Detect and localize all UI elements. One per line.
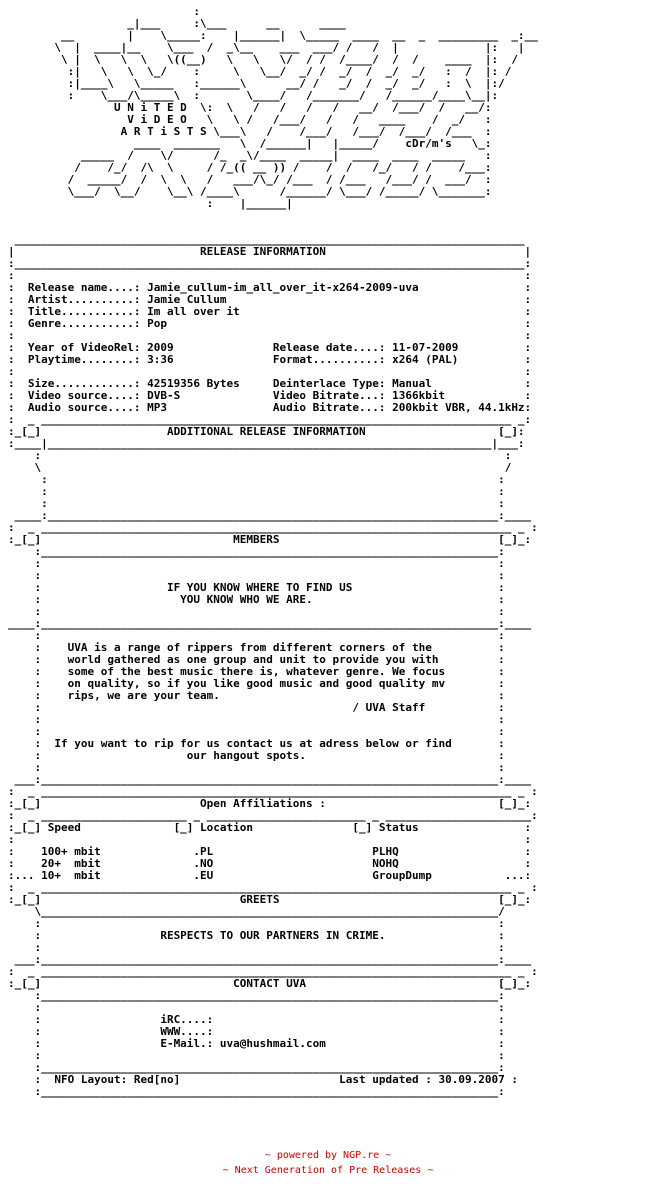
nfo-ascii-art: : _|___ :\___ __ ____ __ | \_____: |______| \_____ ____ __ _ _________ _:__ \ | ____|__ \___ / _\__ ___ ___/ / / | |: | \ | \ \ \ \((__) \ \ \/ / / /____/ / / ____ |: / :| \ \ \_/ : \ \__/ _/ / _/ / _/ _/ : / |: / :|____\ \_____ :______\ __/ / _/ / _/ _/ : \ |:/ : \___/\_____\ : \____/ /_______/ /______/____\__|: U N i T E D \: \ / / / / __/ /___/ / __/: V i D E O \ \ / /___/ / / ____ / _/ : A R T i S T S \___\ / /___/ /___/ /___/ /___ : ____ _______ \ /______| |_____/ cDr/m's \_: _____ / \/ /_ _\/____ _____| ____ ____ _____ : / /_/ /\ \ / /_(( __ )) / / / /_/ / / /___: / _____/ / \ \ / ___/\_/ /___ / /___ /___/ / ___/ : \___/ \__/ \__\ /____\ /______/ \___/ /_____/ \_______: : |______| _____________________________________________________________________________ | RELEASE INFORMATION | :_____________________________________________________________________________: : : : Release name....: Jamie_cullum-im_all_over_it-x264-2009-uva : : Artist..........: Jamie Cullum : : Title...........: Im all over it : : Genre...........: Pop : : : : Year of VideoRel: 2009 Release date....: 11-07-2009 : : Playtime........: 3:36 Format..........: x264 (PAL) : : : : Size............: 42519356 Bytes Deinterlace Type: Manual : : Video source....: DVB-S Video Bitrate...: 1366kbit : : Audio source....: MP3 Audio Bitrate...: 200kbit VBR, 44.1kHz: : _ _______________________________________________________________________ _: :_[_] ADDITIONAL RELEASE INFORMATION [_]: :____|___________________________________________________________________|___: : : \ / : : : : : : ____:____________________________________________________________________:____ : _ _______________________________________________________________________ _ : :_[_] MEMBERS [_]_: :_____________________________________________________________________: : : : : : IF YOU KNOW WHERE TO FIND US : : YOU KNOW WHO WE ARE. : : : ____:_____________________________________________________________________:____ : : : UVA is a range of rippers from different corners of the : : world gathered as one group and unit to provide you with : : some of the best music there is, whatever genre. We focus : : on quality, so if you like good music and good quality mv : : rips, we are your team. : : / UVA Staff : : : : : : If you want to rip for us contact us at adress below or find : : our hangout spots. : : : ___:_____________________________________________________________________:____ : _ _______________________________________________________________________ _ : :_[_] Open Affiliations : [_]_: : _ ______________________ _ ________________________ _ ______________________: :_[_] Speed [_] Location [_] Status : : : : 100+ mbit .PL PLHQ : : 20+ mbit .NO NOHQ : :... 10+ mbit .EU GroupDump ...: : _ _______________________________________________________________________ _ : :_[_] GREETS [_]_: \_____________________________________________________________________/ : : : RESPECTS TO OUR PARTNERS IN CRIME. : : : ___:_____________________________________________________________________:____ : _ _______________________________________________________________________ _ : :_[_] CONTACT UVA [_]_: :_____________________________________________________________________: : : : iRC....: : : WWW....: : : E-Mail.: uva@hushmail.com : : : :_____________________________________________________________________: : NFO Layout: Red[no] Last updated : 30.09.2007 : :_____________________________________________________________________:	[8, 5, 538, 1098]
footer	[0, 1148, 656, 1178]
footer-tagline: ~ Next Generation of Pre Releases ~	[222, 1165, 434, 1176]
powered-by-link[interactable]: ~ powered by NGP.re ~	[264, 1150, 392, 1161]
